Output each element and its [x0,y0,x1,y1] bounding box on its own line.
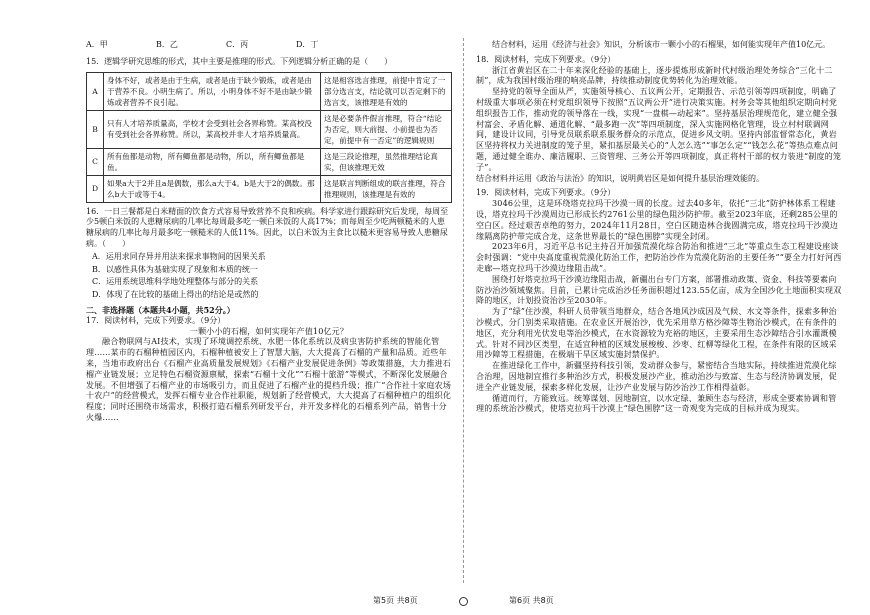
q19-stem: 19．阅读材料，完成下列要求。（9分） [476,188,616,198]
page-divider [463,38,464,583]
page-number-right: 第6页 共8页 [509,596,554,605]
q17-paragraph: 融合物联网与AI技术，实现了环境调控系统、水肥一体化系统以及病虫害防护系统的智能化管理……某市的石榴种植园区内，石榴种植被安上了智慧大脑，大大提高了石榴的产量和品质。近些年来，当地市政府出台《石榴产业高质量发展规划》《石榴产业发展促进条例》等政策措施，大力推进石榴产业链发展；立足特色石榴资源禀赋，探索“石榴十文化”“石榴十旅游”等模式，不断深化发展融合发展。不但增强了石榴产业的市场吸引力，而且促进了石榴产业的提档升级；推广“合作社十家庭农场十农户”的经营模式，发挥石榴专业合作社职能，规划新了经营模式，大大提高了石榴种植户的组织化程度；同时还围绕市场需求，积极打造石榴系列研发平台，并开发多样化的石榴系列产品，销售十分火爆…… [86,337,452,422]
q17-title: 一颗小小的石榴，如何实现年产值10亿元？ [189,326,349,336]
q17-stem: 17．阅读材料，完成下列要求。（9分） [86,315,226,325]
q15-label-a: A [87,72,104,110]
section-2-title: 二、非选择题（本题共4小题，共52分。） [86,304,235,315]
q14-options [86,40,452,51]
q19-paragraph-5: 在推进绿化工作中，新疆坚持科技引领，发动群众参与，紧密结合当地实际，持续推进荒漠化综合治理，因地制宜推行多种治沙方式，积极发展沙产业，推动治沙与致富、生态与经济协调发展，促进全产业链发展，探索多样化发展，让沙产业发展与防沙治沙工作相得益彰。 [476,361,837,392]
q15-row-b [87,110,452,148]
q16-option-a: A．运用求同存异并用法来探求事物间的因果关系 [92,251,266,261]
q18-stem: 18．阅读材料，完成下列要求。（9分） [476,54,616,64]
q15-label-d: D [87,175,104,202]
q15-row-d [87,175,452,202]
left-page [86,40,452,424]
q14-option-b: B．乙 [156,40,178,49]
q19-paragraph-1: 3046公里，这是环绕塔克拉玛干沙漠一周的长度。过去40多年，依托“三北”防护林体系工程建设，塔克拉玛干沙漠周边已形成长约2761公里的绿色阻沙防护带。截至2023年底，还剩285公里的空白区。经过艰苦卓绝的努力，2024年11月28日，空白区随造林合拢圆满完成，塔克拉玛干沙漠边缘隔离防护带完成合龙，这条世界最长的“绿色围脖”实现全封闭。 [476,199,839,241]
q15-label-b: B [87,110,104,148]
q15-content-b: 只有人才培养质量高，学校才会受到社会各界称赞。某高校没有受到社会各界称赞。所以，某高校并非人才培养质量高。 [104,110,321,148]
q15-table [86,72,452,203]
q15-content-a: 身体不好，或者是由于生病，或者是由于缺少锻炼，或者是由于营养不良。小明生病了。所以，小明身体不好不是由缺少锻炼或者营养不良引起。 [104,72,321,110]
q15-stem: 15．逻辑学研究思维的形式，其中主要是推理的形式。下列逻辑分析正确的是（ ） [86,56,393,66]
q18-task: 结合材料并运用《政治与法治》的知识，说明黄岩区是如何提升基层治理效能的。 [476,173,764,183]
q19-paragraph-3: 围绕打好塔克拉玛干沙漠边缘阻击战，新疆出台专门方案，部署推动政策、资金、科技等要素向防沙治沙领域聚焦。目前，已累计完成治沙任务面积超过123.55亿亩，成为全国沙化土地面积实现双降的地区，计划投资治沙至2030年。 [476,274,842,306]
q15-analysis-d: 这是联言判断组成的联言推理，符合推理规则，该推理是有效的 [321,175,452,202]
q15-label-c: C [87,148,104,175]
q16-option-b: B．以感性具体为基础实现了现象和本质的统一 [92,264,258,274]
right-page [476,40,842,415]
q18-paragraph-2: 坚持党的领导全面从严，实施领导核心、五议两公开，定期报告、示范引领等四项制度，明确了村级重大事项必须在村党组织领导下按照“五议两公开”进行决策实施。村务会等其他组织定期向村党组织报告工作，推动党的领导落在一线，实现“一盘棋—动起来”。坚持基层治理规范化，建立健全强村富会、矛盾化解、通道化解、“最多跑一次”等四项制度，深入实施网格化管理，设立村村联调网间，建设计议同，引导党员联系联系服务群众的示范点，促进乡风文明。坚持内部监督常态化，黄岩区坚持将权力关进制度的笼子里，紧扣基层最关心的“人怎么选”“事怎么定”“钱怎么花”等热点难点问题，通过健全谁办、廉洁履职、三资管理、三务公开等四项制度，真正将村干部的权力装进“制度的笼子”。 [476,87,842,172]
q15-analysis-b: 这是必要条件假言推理，符合“结论为否定，则大前提、小前提也为否定，前提中有一否定”的逻辑规则 [321,110,452,148]
q17-task: 结合材料，运用《经济与社会》知识，分析该市一颗小小的石榴果，如何能实现年产值10亿元。 [492,40,831,49]
q15-analysis-c: 这是三段论推理，虽然推理结论真实，但该推理无效 [321,148,452,175]
page-number-left: 第5页 共8页 [373,596,418,605]
q16-stem: 16．一日三餐都是白米精面的饮食方式容易导致营养不良和疾病。科学家进行跟踪研究后发现，每周至少5顿白米饭的人患糖尿病的几率比每周最多吃一顿白米饭的人高17%；而每周至少吃两顿糙米的人患糖尿病的几率比每月最多吃一顿糙米的人低11%。因此，以白米饭为主食比以糙米更容易导致人患糖尿病。（ ） [86,206,449,248]
q15-analysis-a: 这是相容选言推理，前提中肯定了一部分选言支，结论就可以否定剩下的选言支，该推理是有效的 [321,72,452,110]
q15-content-c: 所有鱼都是动物，所有鲫鱼都是动物，所以，所有鲫鱼都是鱼。 [104,148,321,175]
q15-content-d: 如果a大于2并且a是偶数，那么a大于4。b是大于2的偶数。那么b大于或等于4。 [104,175,321,202]
q14-option-a: A．甲 [86,40,108,49]
q19-paragraph-2: 2023年6月，习近平总书记主持召开加强荒漠化综合防治和推进“三北”等重点生态工程建设座谈会时强调：“党中央高度重视荒漠化防治工作，把防治沙作为荒漠化防治的主要任务”“要全力打好河西走廊—塔克拉玛干沙漠边缘阻击战”。 [476,242,842,273]
binding-hole-icon [459,597,468,606]
q16-option-d: D．体现了在比较的基础上得出的结论是或然的 [92,290,259,300]
q15-row-a [87,72,452,110]
q16-option-c: C．运用系统思维科学地处理整体与部分的关系 [92,277,259,287]
q15-row-c [87,148,452,175]
q19-paragraph-4: 为了“绿”住沙漠，科研人员带领当地群众，结合各地风沙成因及气候、水文等条件，探索多种治沙模式，分门别类采取措施。在农业区开展治沙，优先采用草方格沙障等生物治沙模式，在有条件的地区，充分利用光伏发电等治沙模式，在水资源较为充裕的地区，主要采用生态沙障结合引水灌溉模式。针对不同沙区类型，在适宜种植的区域发展梭梭、沙枣、红柳等绿化工程，在条件有限的区域采用沙障等工程措施，在极端干旱区域实施封禁保护。 [476,307,837,360]
q19-paragraph-6: 循道而行，方能致远。统筹谋划、因地制宜，以水定绿、兼顾生态与经济，形成全要素协调和管理的系统治沙模式，使塔克拉玛干沙漠上“绿色围脖”这一奇观变为完成的目标并成为现实。 [476,393,837,414]
q14-option-d: D．丁 [296,40,319,49]
q14-option-c: C．丙 [226,40,249,49]
q18-paragraph-1: 浙江省黄岩区在二十年来深化经验的基础上，逐步提炼形成新时代村级治理处务综合“三化十二制”，成为我国村级治理的响亮品牌，持续推动制度优势转化为治理效能。 [476,65,833,86]
